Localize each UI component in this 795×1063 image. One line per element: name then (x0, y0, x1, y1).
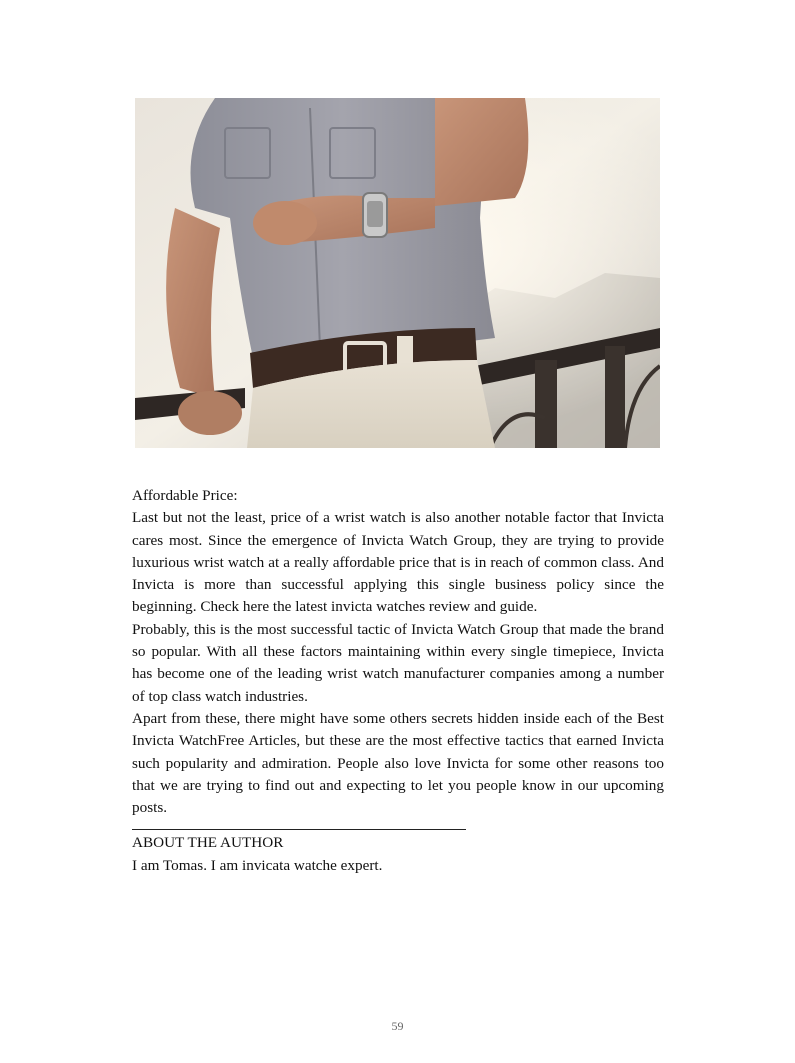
section-heading: Affordable Price: (132, 487, 238, 504)
author-heading: ABOUT THE AUTHOR (132, 834, 284, 852)
article-body (132, 485, 664, 877)
paragraph-success: Probably, this is the most successful tactic of Invicta Watch Group that made the brand so popular. With all these factors maintaining within every single timepiece, Invicta has become one of the leading wrist watch manufacturer companies among a number of top class watch industries. (132, 620, 664, 705)
page-number: 59 (391, 1019, 404, 1033)
paragraph-price: Last but not the least, price of a wrist watch is also another notable factor that Invicta cares most. Since the emergence of Invicta Watch Group, they are trying to provide luxurious wrist watch at a really affordable price that is in reach of common class. And Invicta is more than successful applying this single business policy since the beginning. Check here the latest invicta watches review and guide. (132, 509, 664, 616)
article-photo (135, 98, 660, 448)
author-divider (132, 829, 466, 830)
author-bio: I am Tomas. I am invicata watche expert. (132, 856, 383, 874)
paragraph-secrets: Apart from these, there might have some others secrets hidden inside each of the Best Invicta WatchFree Articles, but these are the most effective tactics that earned Invicta such popularity and admiration. People also love Invicta for some other reasons too that we are trying to find out and expecting to let you people know in our upcoming posts. (132, 709, 664, 817)
